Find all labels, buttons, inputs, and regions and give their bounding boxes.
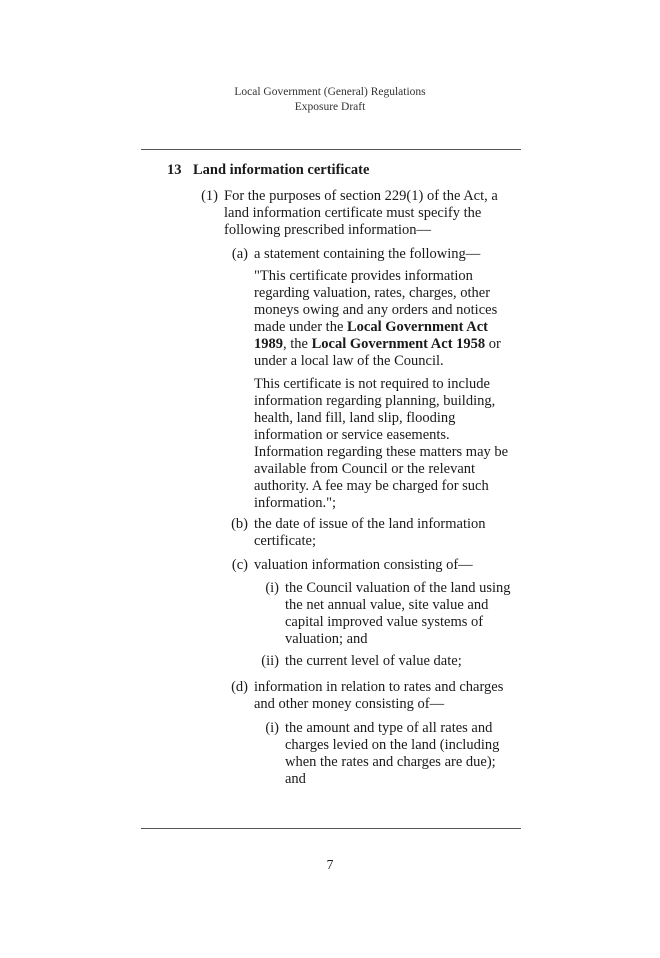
para-c-i-label: (i): [265, 580, 279, 596]
text-line: Information regarding these matters may be: [254, 444, 509, 460]
para-d-label: (d): [231, 679, 248, 695]
text-line: capital improved value systems of: [285, 614, 484, 630]
section-title: Land information certificate: [193, 162, 370, 178]
para-d-i-text: [285, 720, 499, 788]
text-line: "This certificate provides information: [254, 268, 473, 284]
text-line: certificate;: [254, 533, 316, 549]
para-c-ii-text: the current level of value date;: [285, 653, 462, 669]
para-c-ii-label: (ii): [261, 653, 279, 669]
text-line: This certificate is not required to include: [254, 376, 490, 392]
section-heading: [167, 161, 369, 179]
text-line: and: [285, 771, 306, 787]
text-run: , the: [283, 336, 312, 352]
text-line: information regarding planning, building,: [254, 393, 496, 409]
text-line: moneys owing and any orders and notices: [254, 302, 498, 318]
text-line: under a local law of the Council.: [254, 353, 444, 369]
text-line: following prescribed information—: [224, 222, 431, 238]
text-line: [254, 336, 501, 353]
section-number: 13: [167, 162, 182, 178]
text-line: the date of issue of the land information: [254, 516, 486, 532]
act-year: 1989: [254, 336, 283, 352]
para-c-text: valuation information consisting of—: [254, 557, 473, 573]
text-line: the net annual value, site value and: [285, 597, 489, 613]
text-line: when the rates and charges are due);: [285, 754, 496, 770]
para-b-label: (b): [231, 516, 248, 532]
text-line: the Council valuation of the land using: [285, 580, 511, 596]
text-line: land information certificate must specify the: [224, 205, 482, 221]
header-title: Local Government (General) Regulations: [234, 86, 426, 98]
text-line: charges levied on the land (including: [285, 737, 500, 753]
act-name: Local Government Act 1958: [311, 336, 486, 352]
text-run: or: [485, 336, 501, 352]
para-d-text: [254, 679, 503, 713]
text-line: valuation; and: [285, 631, 368, 647]
text-line: information.";: [254, 495, 337, 511]
para-d-i-label: (i): [265, 720, 279, 736]
text-line: information or service easements.: [254, 427, 450, 443]
running-header: [0, 85, 660, 115]
subsection-1-text: [224, 188, 498, 239]
bottom-rule: [141, 828, 521, 829]
text-line: available from Council or the relevant: [254, 461, 476, 477]
para-a-label: (a): [231, 246, 248, 262]
header-subtitle: Exposure Draft: [294, 101, 366, 113]
text-line: health, land fill, land slip, flooding: [254, 410, 456, 426]
act-name: Local Government Act: [347, 319, 488, 335]
text-line: and other money consisting of—: [254, 696, 445, 712]
para-c-label: (c): [231, 557, 248, 573]
para-c-i-text: [285, 580, 511, 648]
text-line: the amount and type of all rates and: [285, 720, 493, 736]
subsection-1-label: (1): [201, 188, 218, 204]
page-number: 7: [326, 857, 334, 872]
top-rule: [141, 149, 521, 150]
text-line: authority. A fee may be charged for such: [254, 478, 489, 494]
text-line: For the purposes of section 229(1) of the Act, a: [224, 188, 498, 204]
text-line: [254, 319, 501, 336]
text-line: information in relation to rates and charges: [254, 679, 504, 695]
quote-paragraph-1: [254, 268, 501, 370]
text-run: made under the: [254, 319, 348, 335]
para-a-text: a statement containing the following—: [254, 246, 481, 262]
text-line: regarding valuation, rates, charges, other: [254, 285, 491, 301]
para-b-text: [254, 516, 486, 550]
quote-paragraph-2: [254, 376, 508, 512]
